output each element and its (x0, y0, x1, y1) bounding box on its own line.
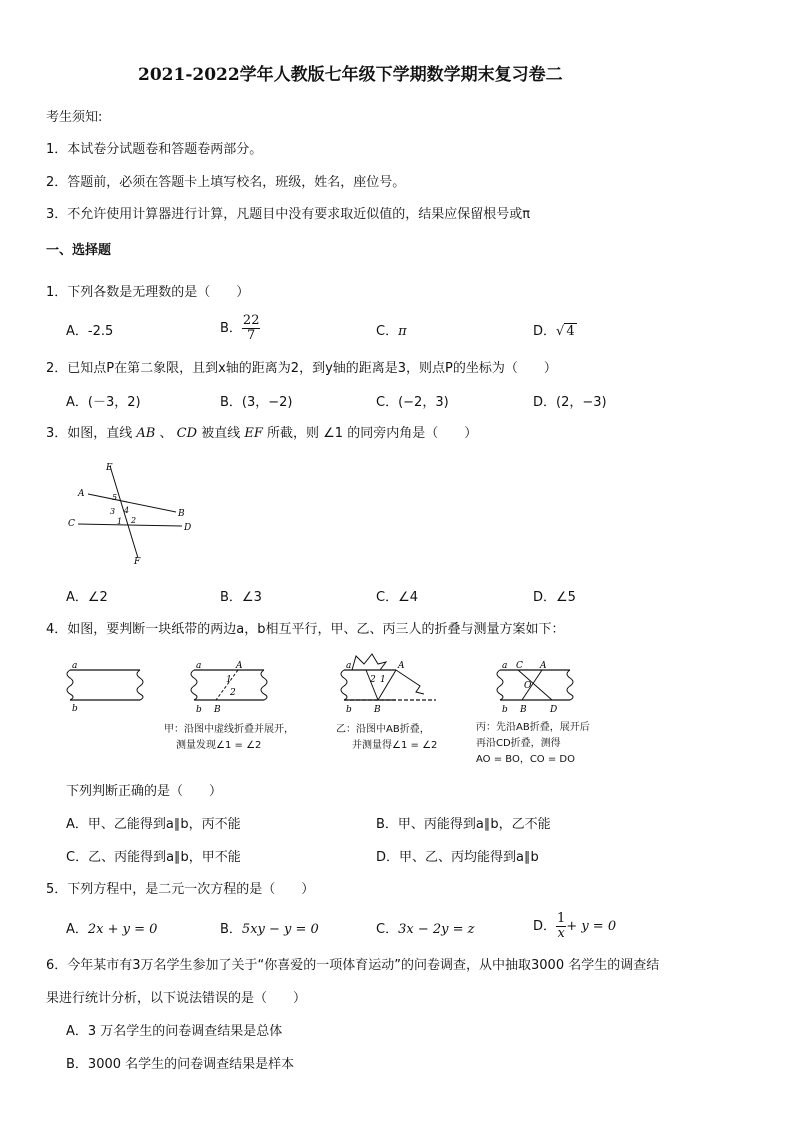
q1-b-denominator: 7 (247, 328, 256, 343)
q1-b-numerator: 22 (242, 313, 260, 328)
q4-caption-bing-3: AO = BO，CO = DO (476, 754, 575, 765)
q3-fig-label-1: 1 (117, 517, 123, 526)
q3-stem-mid: 被直线 (201, 426, 241, 441)
q4-fig3-label-1: 1 (380, 675, 386, 685)
q4-caption-jia-2: 测量发现∠1 = ∠2 (176, 740, 262, 751)
q4-fig3-label-b: b (346, 705, 352, 715)
q5-d-rest: + y = 0 (566, 919, 617, 934)
q3-fig-label-f: F (134, 557, 141, 567)
q4-option-a: A．甲、乙能得到a∥b，丙不能 (66, 817, 241, 832)
q5-b-math: 5xy − y = 0 (241, 922, 319, 937)
q5-d-denominator: x (557, 926, 565, 941)
q4-fig4-label-A: A (540, 661, 547, 671)
q4-fig3-label-B: B (374, 705, 381, 715)
q1-c-math: π (398, 324, 407, 339)
q4-caption-yi-1: 乙：沿图中AB折叠， (336, 724, 430, 735)
q3-line-ab: AB (136, 426, 156, 441)
q3-line-ef: EF (244, 426, 263, 441)
q2-stem: 2．已知点P在第二象限，且到x轴的距离为2，到y轴的距离是3，则点P的坐标为（ ） (46, 361, 557, 376)
q3-figure (64, 458, 204, 568)
notice-item-3: 3．不允许使用计算器进行计算，凡题目中没有要求取近似值的，结果应保留根号或π (46, 207, 531, 222)
q4-fig1-label-a: a (72, 661, 78, 671)
q1-d-prefix: D． (533, 324, 557, 339)
q3-fig-label-e: E (106, 463, 113, 473)
q5-option-a (66, 922, 157, 938)
q1-option-a: A．-2.5 (66, 324, 114, 339)
q5-option-c (376, 922, 474, 938)
q5-c-prefix: C． (376, 922, 399, 937)
q3-fig-label-d: D (184, 523, 192, 533)
q4-caption-jia-1: 甲：沿图中虚线折叠并展开， (164, 724, 294, 735)
page-title: 2021-2022学年人教版七年级下学期数学期末复习卷二 (138, 65, 563, 85)
q4-fig4-label-D: D (550, 705, 558, 715)
q4-fig1-label-b: b (72, 704, 78, 712)
q4-stem: 4．如图，要判断一块纸带的两边a，b相互平行，甲、乙、丙三人的折叠与测量方案如下： (46, 622, 565, 637)
section-heading: 一、选择题 (46, 243, 112, 258)
q3-option-b: B．∠3 (220, 590, 262, 605)
q1-option-d (533, 324, 577, 340)
q3-option-a: A．∠2 (66, 590, 108, 605)
q1-d-sqrt (556, 323, 577, 339)
q4-figure-jia (186, 660, 276, 716)
q1-stem: 1．下列各数是无理数的是（ ） (46, 285, 250, 300)
q4-caption-bing-1: 丙：先沿AB折叠，展开后 (476, 722, 590, 733)
q3-fig-label-2: 2 (131, 516, 137, 525)
q2-option-c: C．(−2，3) (376, 395, 449, 410)
q4-fig4-label-b: b (502, 705, 508, 715)
q2-option-d: D．(2，−3) (533, 395, 607, 410)
q1-b-prefix: B． (220, 321, 242, 336)
q4-fig2-label-a: a (196, 661, 202, 671)
q4-option-d: D．甲、乙、丙均能得到a∥b (376, 850, 539, 865)
q6-option-b: B．3000 名学生的问卷调查结果是样本 (66, 1057, 295, 1072)
q1-option-c (376, 324, 407, 340)
q3-fig-label-3: 3 (110, 507, 116, 516)
q4-fig4-label-C: C (516, 661, 523, 671)
q4-question: 下列判断正确的是（ ） (66, 784, 223, 799)
q3-stem-pre: 3．如图，直线 (46, 426, 133, 441)
q4-fig2-label-A: A (236, 661, 243, 671)
q4-option-b: B．甲、丙能得到a∥b，乙不能 (376, 817, 551, 832)
q3-line-cd: CD (176, 426, 198, 441)
q4-figure-strip (62, 660, 152, 712)
notice-item-1: 1．本试卷分试题卷和答题卷两部分。 (46, 142, 263, 157)
q4-caption-yi-2: 并测量得∠1 = ∠2 (352, 740, 438, 751)
q5-d-prefix: D． (533, 919, 557, 934)
q5-stem: 5．下列方程中，是二元一次方程的是（ ） (46, 882, 315, 897)
q5-d-fraction (556, 912, 566, 941)
q5-d-numerator: 1 (557, 911, 566, 926)
q1-b-fraction (242, 314, 261, 343)
q3-stem-sep: 、 (159, 426, 173, 441)
q4-figure-bing (492, 660, 582, 716)
q5-option-b (220, 922, 319, 938)
q4-figure-yi (336, 652, 440, 718)
q4-fig2-label-b: b (196, 705, 202, 715)
q6-option-a: A．3 万名学生的问卷调查结果是总体 (66, 1024, 283, 1039)
q3-fig-label-4: 4 (124, 506, 130, 515)
q4-fig3-label-a: a (346, 661, 352, 671)
q6-stem-line1: 6．今年某市有3万名学生参加了关于“你喜爱的一项体育运动”的问卷调查，从中抽取3000 名学生的调查结 (46, 958, 660, 973)
q4-option-c: C．乙、丙能得到a∥b，甲不能 (66, 850, 241, 865)
q5-option-d (533, 912, 616, 941)
q4-fig4-label-B: B (520, 705, 527, 715)
q4-fig2-label-1: 1 (226, 675, 232, 685)
q3-option-c: C．∠4 (376, 590, 419, 605)
q6-stem-line2: 果进行统计分析，以下说法错误的是（ ） (46, 991, 307, 1006)
q2-option-a: A．(－3，2) (66, 395, 141, 410)
q4-fig2-label-2: 2 (230, 688, 236, 698)
q1-c-prefix: C． (376, 324, 399, 339)
q5-a-math: 2x + y = 0 (87, 922, 158, 937)
notice-heading: 考生须知: (46, 110, 103, 125)
notice-item-2: 2．答题前，必须在答题卡上填写校名，班级，姓名，座位号。 (46, 175, 406, 190)
q4-fig2-label-B: B (214, 705, 221, 715)
q1-option-b (220, 314, 260, 343)
q4-fig4-label-O: O (524, 681, 532, 691)
q4-caption-bing-2: 再沿CD折叠，测得 (476, 738, 561, 749)
q3-fig-label-5: 5 (112, 493, 118, 502)
q3-fig-label-b: B (178, 509, 185, 519)
q2-option-b: B．(3，−2) (220, 395, 293, 410)
q1-d-radical-sign: √ (556, 324, 565, 339)
q3-fig-label-c: C (68, 519, 75, 529)
q3-option-d: D．∠5 (533, 590, 576, 605)
q4-fig3-label-A: A (398, 661, 405, 671)
q3-stem-post: 所截，则 ∠1 的同旁内角是（ ） (267, 426, 478, 441)
q5-c-math: 3x − 2y = z (398, 922, 475, 937)
q3-fig-label-a: A (78, 489, 85, 499)
q5-b-prefix: B． (220, 922, 242, 937)
q1-d-radicand: 4 (566, 324, 575, 339)
q4-fig3-label-2: 2 (370, 675, 376, 685)
q5-a-prefix: A． (66, 922, 88, 937)
q4-fig4-label-a: a (502, 661, 508, 671)
q3-stem (46, 426, 477, 442)
